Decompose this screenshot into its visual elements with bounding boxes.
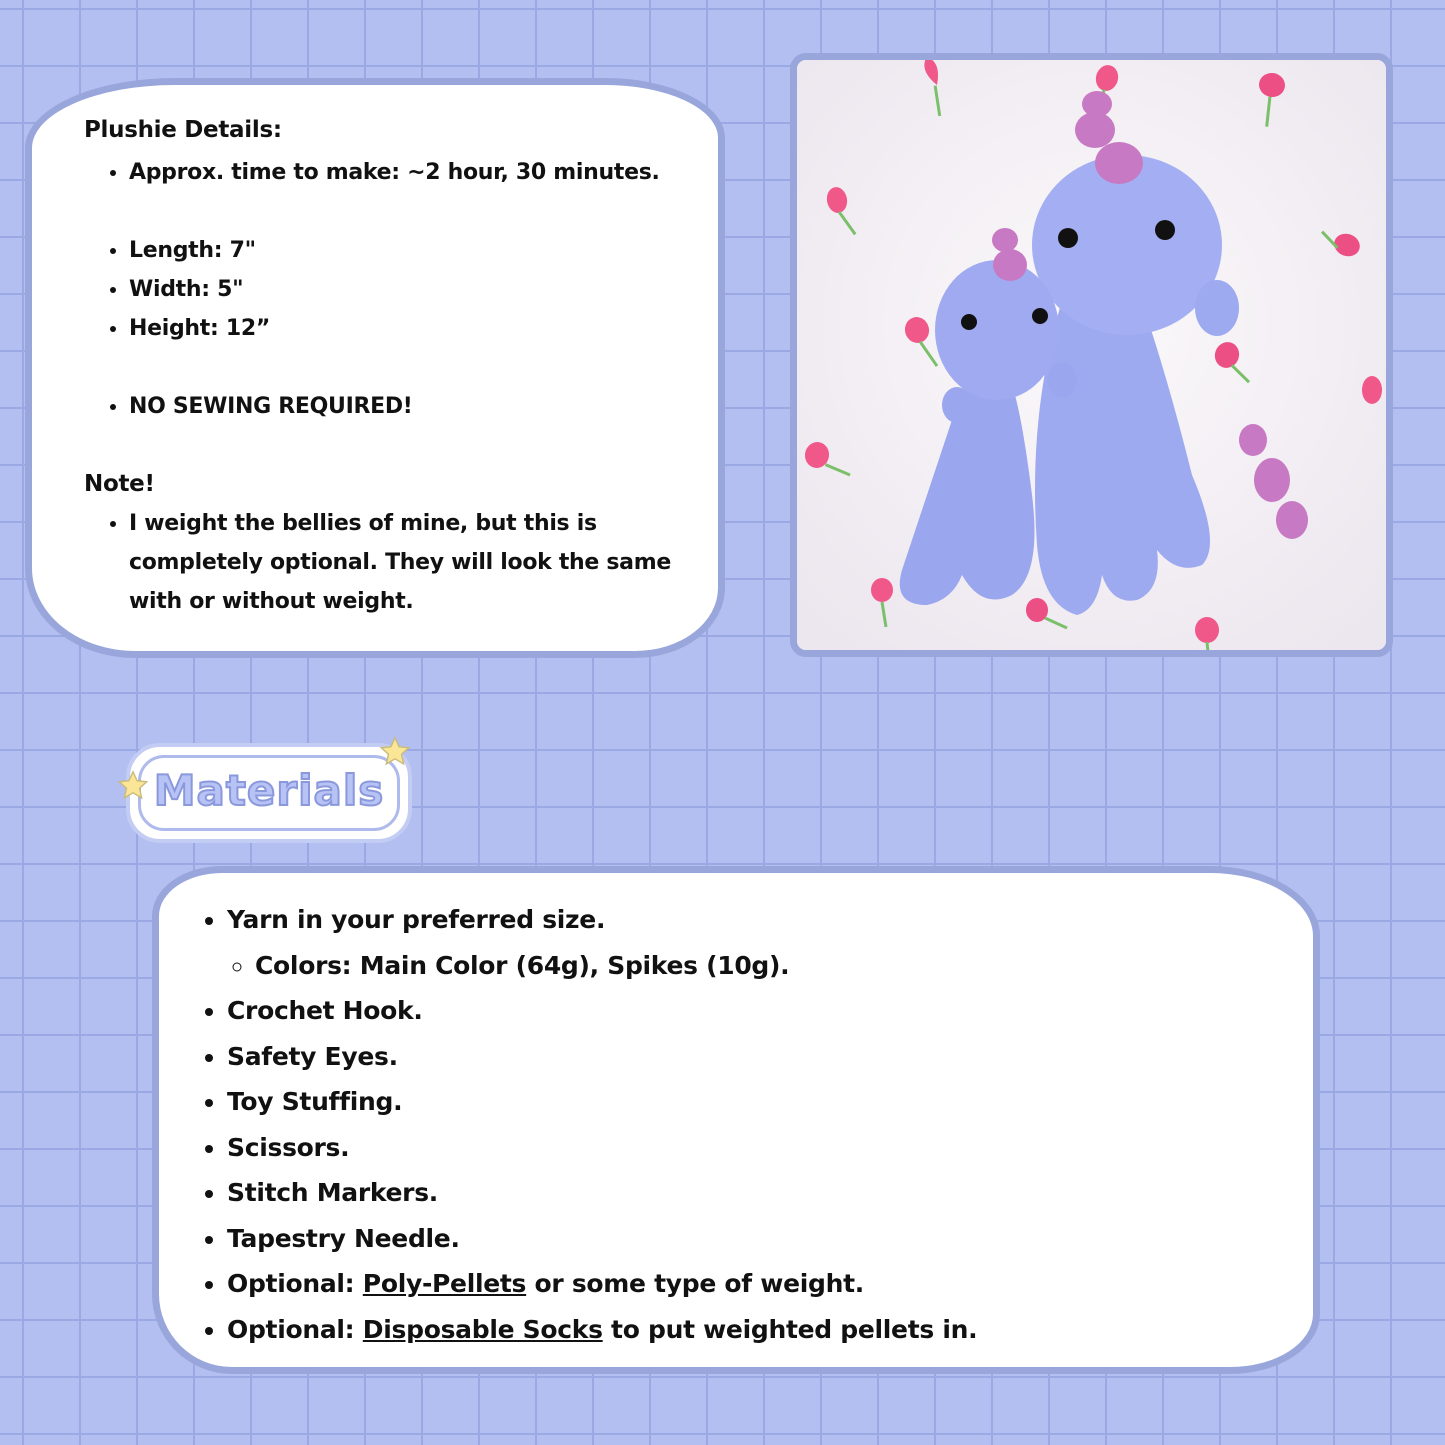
plushie-photo <box>790 53 1393 657</box>
sewing-list <box>84 387 708 426</box>
dinosaur-plushies-image <box>797 60 1386 650</box>
optional-socks-item <box>227 1307 1293 1353</box>
colors-item: ◦ Colors: Main Color (64g), Spikes (10g). <box>255 943 1293 989</box>
list-item <box>227 897 1293 988</box>
star-icon <box>378 735 412 769</box>
optional-pellets-item <box>227 1261 1293 1307</box>
height-item: • Height: 12” <box>129 309 708 348</box>
no-sewing-item: • NO SEWING REQUIRED! <box>129 387 708 426</box>
optional-label: Optional: <box>227 1269 363 1298</box>
materials-title: Materials <box>153 766 385 815</box>
time-to-make: • Approx. time to make: ~2 hour, 30 minutes. <box>129 153 708 192</box>
dimensions-list <box>84 231 708 348</box>
scissors-item: • Scissors. <box>227 1125 1293 1171</box>
note-item: • I weight the bellies of mine, but this is completely optional. They will look the same with or without weight. <box>129 504 708 621</box>
disposable-socks-link[interactable]: Disposable Socks <box>362 1314 603 1344</box>
materials-list <box>195 897 1293 1352</box>
poly-pellets-link[interactable]: Poly-Pellets <box>362 1269 527 1298</box>
safety-eyes-item: • Safety Eyes. <box>227 1034 1293 1080</box>
toy-stuffing-item: • Toy Stuffing. <box>227 1079 1293 1125</box>
length-item: • Length: 7" <box>129 231 708 270</box>
plushie-details-card <box>25 78 725 658</box>
note-heading: Note! <box>84 471 155 497</box>
optional-label: Optional: <box>227 1314 363 1344</box>
details-heading: Plushie Details: <box>84 117 282 143</box>
materials-badge <box>126 743 412 843</box>
yarn-sublist <box>227 943 1293 989</box>
pellets-suffix: or some type of weight. <box>526 1269 864 1298</box>
crochet-hook-item: • Crochet Hook. <box>227 988 1293 1034</box>
tapestry-needle-item: • Tapestry Needle. <box>227 1216 1293 1262</box>
materials-card <box>152 866 1320 1374</box>
width-item: • Width: 5" <box>129 270 708 309</box>
note-list <box>84 504 708 621</box>
yarn-item: Yarn in your preferred size. <box>227 905 606 934</box>
star-icon <box>116 769 150 803</box>
details-list <box>84 153 708 192</box>
socks-suffix: to put weighted pellets in. <box>602 1314 978 1344</box>
stitch-markers-item: • Stitch Markers. <box>227 1170 1293 1216</box>
